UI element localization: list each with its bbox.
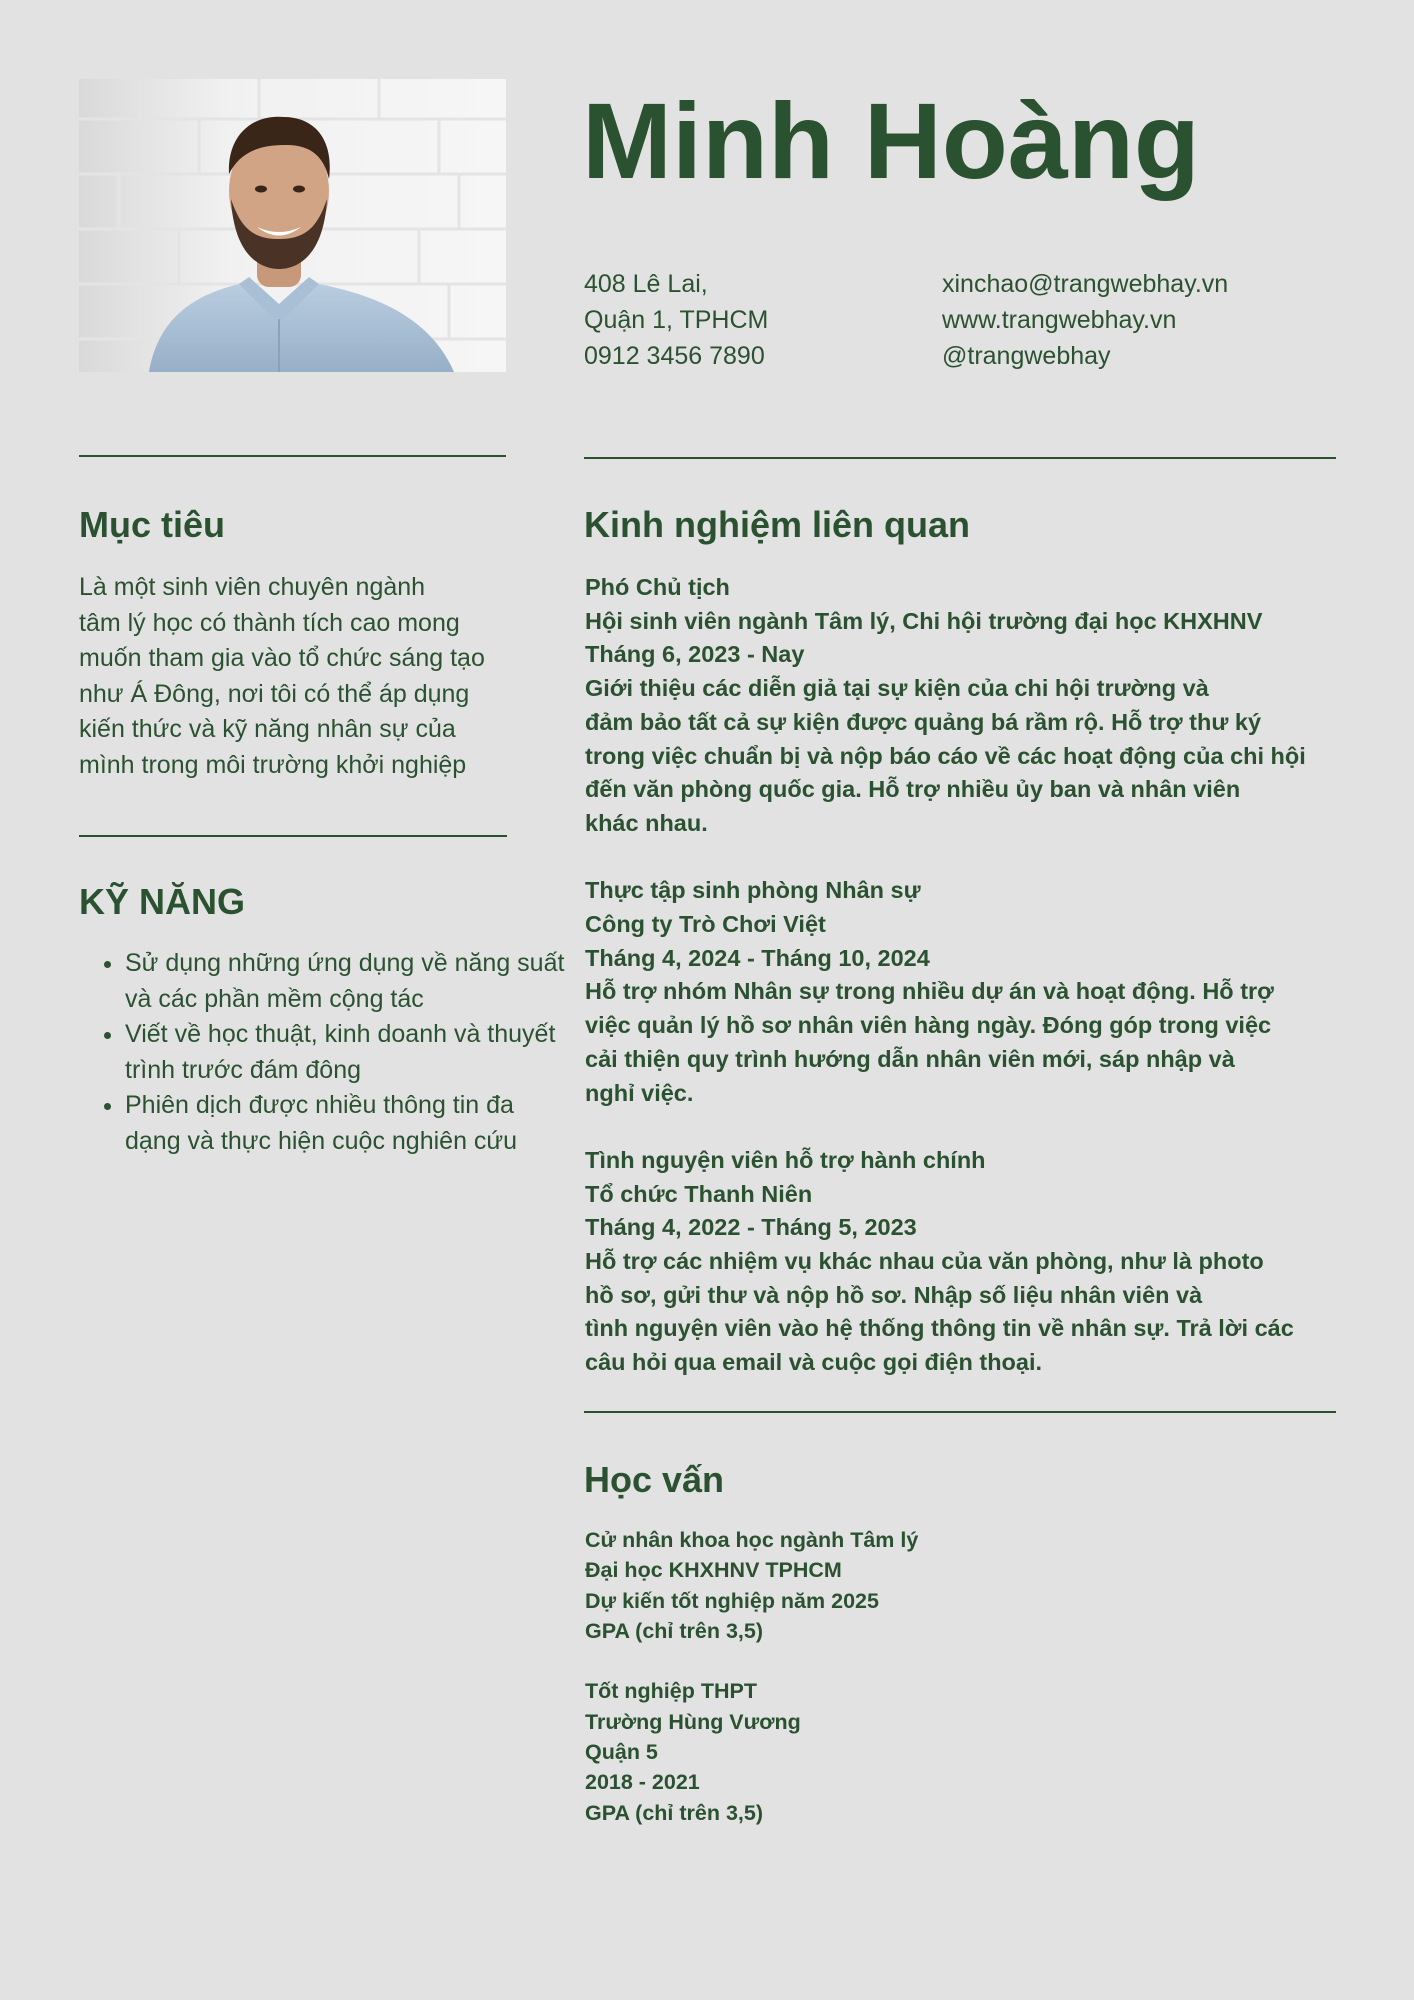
education-list — [585, 1525, 1345, 1858]
contact-online — [942, 266, 1228, 374]
contact-address-phone — [584, 266, 768, 374]
education-line: Tốt nghiệp THPT — [585, 1679, 757, 1704]
profile-photo — [79, 79, 506, 372]
objective-line: kiến thức và kỹ năng nhân sự của — [79, 715, 456, 743]
experience-title: Kinh nghiệm liên quan — [584, 504, 970, 545]
job-organization: Hội sinh viên ngành Tâm lý, Chi hội trường đại học KHXHNV — [585, 607, 1263, 634]
objective-line: muốn tham gia vào tổ chức sáng tạo — [79, 644, 485, 672]
job-period: Tháng 4, 2022 - Tháng 5, 2023 — [585, 1214, 917, 1241]
education-line: Dự kiến tốt nghiệp năm 2025 — [585, 1588, 879, 1613]
job-description-line: hồ sơ, gửi thư và nộp hồ sơ. Nhập số liệu nhân viên và — [585, 1281, 1203, 1308]
skill-item: • Phiên dịch được nhiều thông tin đa dạng và thực hiện cuộc nghiên cứu — [125, 1088, 565, 1159]
job-description-line: việc quản lý hồ sơ nhân viên hàng ngày. Đóng góp trong việc — [585, 1012, 1272, 1039]
objective-line: như Á Đông, nơi tôi có thể áp dụng — [79, 679, 470, 708]
education-line: GPA (chỉ trên 3,5) — [585, 1618, 764, 1643]
objective-line: Là một sinh viên chuyên ngành — [79, 573, 426, 601]
education-line: Quận 5 — [585, 1740, 658, 1765]
job-period: Tháng 6, 2023 - Nay — [585, 641, 805, 668]
job-description-line: đảm bảo tất cả sự kiện được quảng bá rầm rộ. Hỗ trợ thư ký — [585, 708, 1262, 735]
divider-left-top — [79, 455, 506, 457]
job-description-line: nghỉ việc. — [585, 1079, 694, 1106]
education-line: GPA (chỉ trên 3,5) — [585, 1800, 764, 1825]
job-description-line: khác nhau. — [585, 809, 708, 836]
skills-list — [79, 946, 565, 1159]
profile-photo-image — [79, 79, 506, 372]
objective-text — [79, 570, 519, 783]
job-description-line: Giới thiệu các diễn giả tại sự kiện của chi hội trường và — [585, 675, 1209, 702]
skill-item: • Sử dụng những ứng dụng về năng suất và các phần mềm cộng tác — [125, 946, 565, 1017]
objective-line: mình trong môi trường khởi nghiệp — [79, 750, 467, 779]
job-description-line: tình nguyện viên vào hệ thống thông tin về nhân sự. Trả lời các — [585, 1315, 1294, 1342]
job-role: Thực tập sinh phòng Nhân sự — [585, 877, 921, 904]
education-entry — [585, 1676, 1345, 1827]
job-description-line: Hỗ trợ nhóm Nhân sự trong nhiều dự án và hoạt động. Hỗ trợ — [585, 978, 1274, 1005]
education-line: 2018 - 2021 — [585, 1770, 700, 1795]
job-description-line: trong việc chuẩn bị và nộp báo cáo về các hoạt động của chi hội — [585, 742, 1306, 769]
address-line-1: 408 Lê Lai, — [584, 270, 708, 298]
website-link[interactable]: www.trangwebhay.vn — [942, 306, 1177, 334]
education-line: Trường Hùng Vương — [585, 1709, 801, 1734]
job-role: Tình nguyện viên hỗ trợ hành chính — [585, 1146, 986, 1173]
education-line: Cử nhân khoa học ngành Tâm lý — [585, 1528, 919, 1552]
job-period: Tháng 4, 2024 - Tháng 10, 2024 — [585, 944, 930, 971]
education-title: Học vấn — [584, 1459, 725, 1500]
job-entry — [585, 1144, 1345, 1380]
candidate-name: Minh Hoàng — [582, 80, 1200, 201]
social-handle-link[interactable]: @trangwebhay — [942, 342, 1111, 370]
job-role: Phó Chủ tịch — [585, 574, 730, 600]
job-organization: Công ty Trò Chơi Việt — [585, 911, 826, 938]
job-entry — [585, 874, 1345, 1110]
email-link[interactable]: xinchao@trangwebhay.vn — [942, 270, 1229, 298]
job-description-line: cải thiện quy trình hướng dẫn nhân viên mới, sáp nhập và — [585, 1045, 1235, 1072]
objective-line: tâm lý học có thành tích cao mong — [79, 608, 460, 637]
phone-number: 0912 3456 7890 — [584, 342, 765, 370]
job-entry — [585, 571, 1345, 841]
address-line-2: Quận 1, TPHCM — [584, 306, 769, 334]
education-entry — [585, 1525, 1345, 1646]
job-organization: Tổ chức Thanh Niên — [585, 1180, 813, 1207]
education-line: Đại học KHXHNV TPHCM — [585, 1558, 842, 1583]
divider-left-middle — [79, 835, 507, 837]
skill-item: • Viết về học thuật, kinh doanh và thuyết trình trước đám đông — [125, 1017, 565, 1088]
objective-title: Mục tiêu — [79, 504, 226, 545]
job-description-line: câu hỏi qua email và cuộc gọi điện thoại. — [585, 1349, 1043, 1376]
experience-list — [585, 571, 1345, 1380]
skills-title: KỸ NĂNG — [79, 881, 246, 922]
divider-right-education — [584, 1411, 1336, 1413]
job-description-line: đến văn phòng quốc gia. Hỗ trợ nhiều ủy ban và nhân viên — [585, 776, 1241, 803]
divider-right-top — [584, 457, 1336, 459]
job-description-line: Hỗ trợ các nhiệm vụ khác nhau của văn phòng, như là photo — [585, 1248, 1264, 1275]
